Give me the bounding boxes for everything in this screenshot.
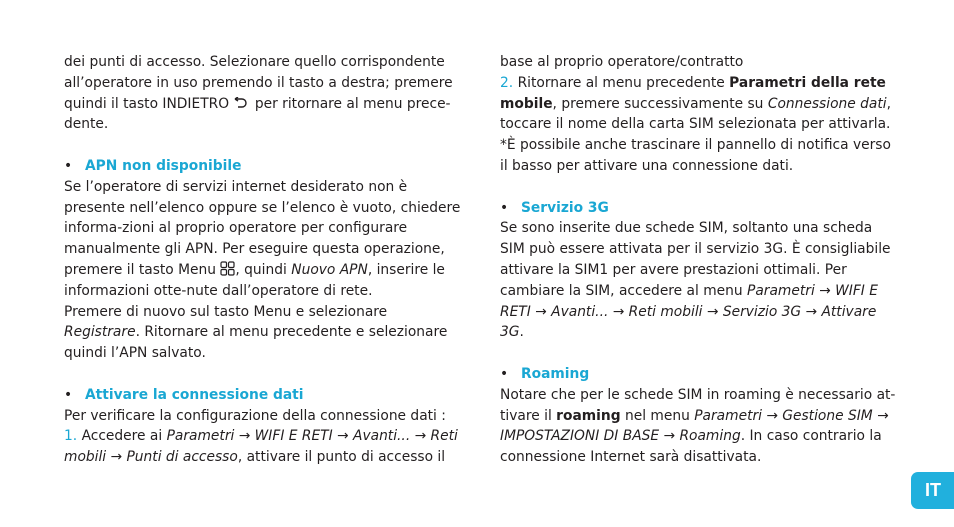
- note-notification-panel: *È possibile anche trascinare il pannello di notifica verso il basso per attivare una connessione dati.: [500, 137, 891, 174]
- menu-grid-icon: [220, 261, 235, 276]
- data-connection-heading: • Attivare la connessione dati: [64, 386, 304, 403]
- language-badge: IT: [911, 472, 954, 509]
- paragraph-data-intro: Per verificare la configurazione della connessione dati :: [64, 407, 446, 424]
- paragraph-roaming: Notare che per le schede SIM in roaming è necessario at-tivare il roaming nel menu Parametri → Gestione SIM → IMPOSTAZIONI DI BASE → Roaming. In caso contrario la connessione Internet sarà disattivata.: [500, 386, 896, 466]
- back-arrow-icon: [233, 97, 250, 110]
- apn-heading: • APN non disponibile: [64, 157, 242, 174]
- paragraph-contract: base al proprio operatore/contratto: [500, 54, 744, 70]
- paragraph-apn: Se l’operatore di servizi internet desiderato non è presente nell’elenco oppure se l’elenco è vuoto, chiedere informa-zioni al proprio operatore per configurare manualmente gli APN. Per eseguire questa operazione, premere il tasto Menu , quindi Nuovo APN, inserire le informazioni otte-nute dall’operatore di rete.: [64, 178, 461, 299]
- step-2: 2. Ritornare al menu precedente Parametri della rete mobile, premere successivamente su Connessione dati, toccare il nome della carta SIM selezionata per attivarla.: [500, 74, 891, 133]
- service-3g-heading: • Servizio 3G: [500, 199, 609, 216]
- right-column: [500, 52, 900, 468]
- paragraph-3g: Se sono inserite due schede SIM, soltanto una scheda SIM può essere attivata per il servizio 3G. È consigliabile attivare la SIM1 per avere prestazioni ottimali. Per cambiare la SIM, accedere al menu Parametri → WIFI E RETI → Avanti... → Reti mobili → Servizio 3G → Attivare 3G.: [500, 220, 891, 341]
- left-column: [64, 52, 464, 468]
- step-1: 1. Accedere ai Parametri → WIFI E RETI → Avanti... → Reti mobili → Punti di accesso, attivare il punto di accesso il: [64, 428, 458, 466]
- paragraph-apn-register: Premere di nuovo sul tasto Menu e selezionare Registrare. Ritornare al menu precedente e selezionare quindi l’APN salvato.: [64, 303, 448, 362]
- paragraph-access-points: dei punti di accesso. Selezionare quello corrispondente all’operatore in uso premendo il tasto a destra; premere quindi il tasto INDIETRO per ritornare al menu prece-dente.: [64, 54, 453, 133]
- roaming-heading: • Roaming: [500, 365, 590, 382]
